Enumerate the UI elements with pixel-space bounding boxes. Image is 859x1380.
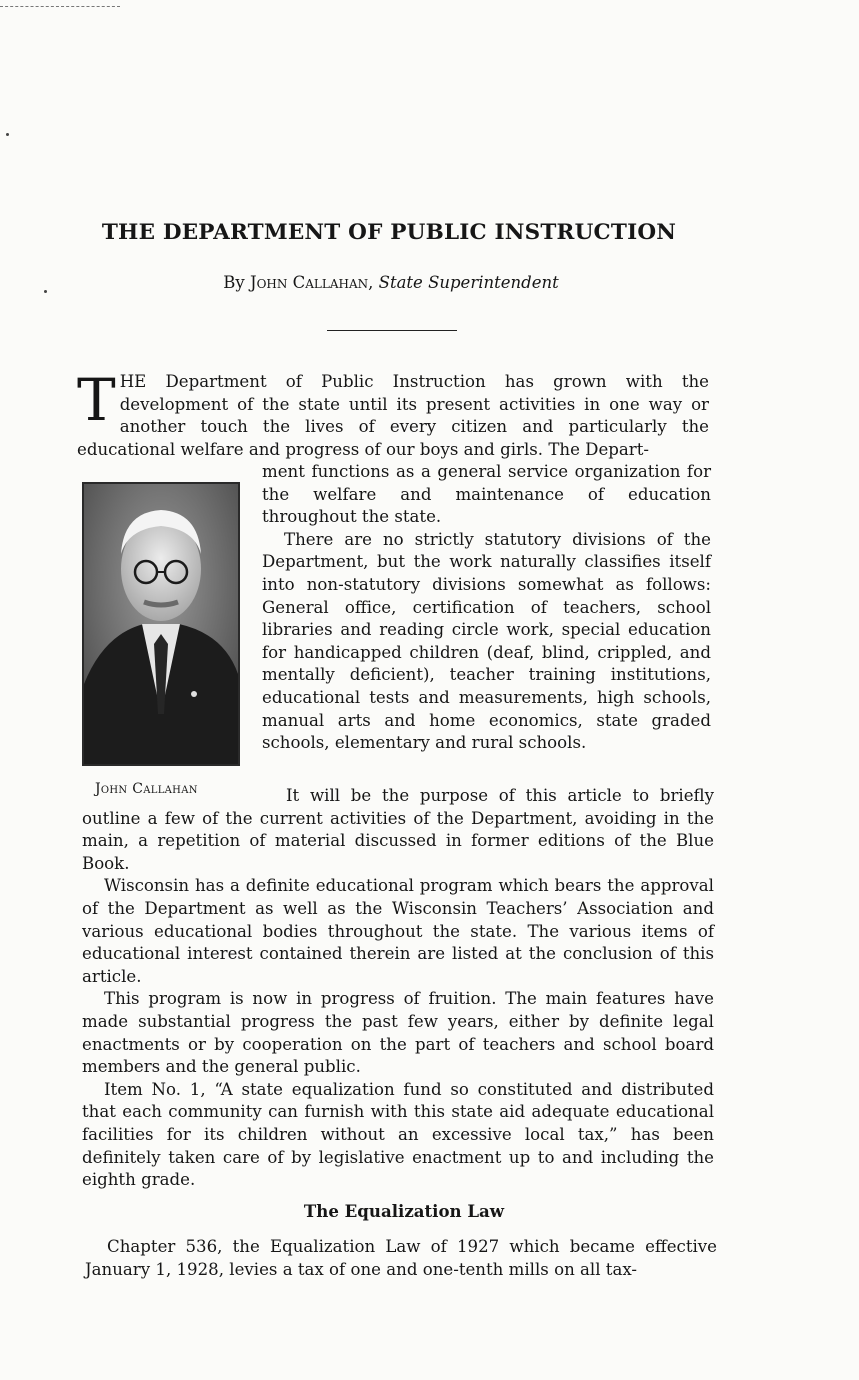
body-paragraph-3: This program is now in progress of fruition. The main features have made substantial progress the past few years, either by definite legal enactments or by cooperation on the part of teachers and school board members and the general public.	[82, 989, 714, 1077]
photo-wrap-paragraph-2: There are no strictly statutory divisions of the Department, but the work naturally classifies itself into non-statutory divisions somewhat as follows: General office, certification of teachers, school libraries and reading circle work, special education for handicapped children (deaf, blind, crippled, and mentally deficient), teacher training institutions, educational tests and measurements, high schools, manual arts and home economics, state graded schools, elementary and rural schools.	[262, 529, 711, 753]
body-paragraph-2: Wisconsin has a definite educational program which bears the approval of the Department as well as the Wisconsin Teachers’ Association and various educational bodies throughout the state. The various items of educational interest contained therein are listed at the conclusion of this article.	[82, 876, 714, 986]
intro-block	[77, 366, 709, 461]
portrait-photo	[82, 482, 240, 766]
photo-wrap-block	[262, 461, 711, 755]
section-block	[85, 1236, 717, 1281]
body-paragraph-1: It will be the purpose of this article to briefly outline a few of the current activities of the Department, avoiding in the main, a repetition of material discussed in former editions of the Blue Book.	[82, 786, 714, 873]
title-divider	[327, 330, 457, 331]
portrait-illustration	[84, 484, 238, 764]
scan-speck	[6, 133, 9, 136]
byline: By John Callahan, State Superintendent	[223, 273, 559, 292]
section-heading: The Equalization Law	[303, 1201, 505, 1221]
byline-author: John Callahan	[249, 273, 369, 292]
drop-cap: T	[77, 366, 116, 434]
article-title: THE DEPARTMENT OF PUBLIC INSTRUCTION	[101, 220, 677, 245]
body-block	[82, 785, 714, 1192]
section-paragraph-1: Chapter 536, the Equalization Law of 1927 which became effective January 1, 1928, levies a tax of one and one-tenth mills on all tax-	[85, 1237, 717, 1279]
photo-caption: John Callahan	[95, 781, 198, 797]
byline-role: State Superintendent	[378, 273, 559, 292]
scan-edge-mark	[0, 6, 120, 7]
body-paragraph-4: Item No. 1, “A state equalization fund so constituted and distributed that each community can furnish with this state aid adequate educational facilities for its children without an excessive local tax,” has been definitely taken care of by legislative enactment up to and including the eighth grade.	[82, 1079, 714, 1190]
intro-paragraph	[77, 366, 709, 461]
byline-by: By	[223, 273, 245, 292]
intro-text: HE Department of Public Instruction has grown with the development of the state until its present activities in one way or another touch the lives of every citizen and particularly the educational welfare and progress of our boys and girls. The Depart-	[77, 372, 709, 459]
photo-wrap-paragraph-1: ment functions as a general service organization for the welfare and maintenance of education throughout the state.	[262, 462, 711, 527]
